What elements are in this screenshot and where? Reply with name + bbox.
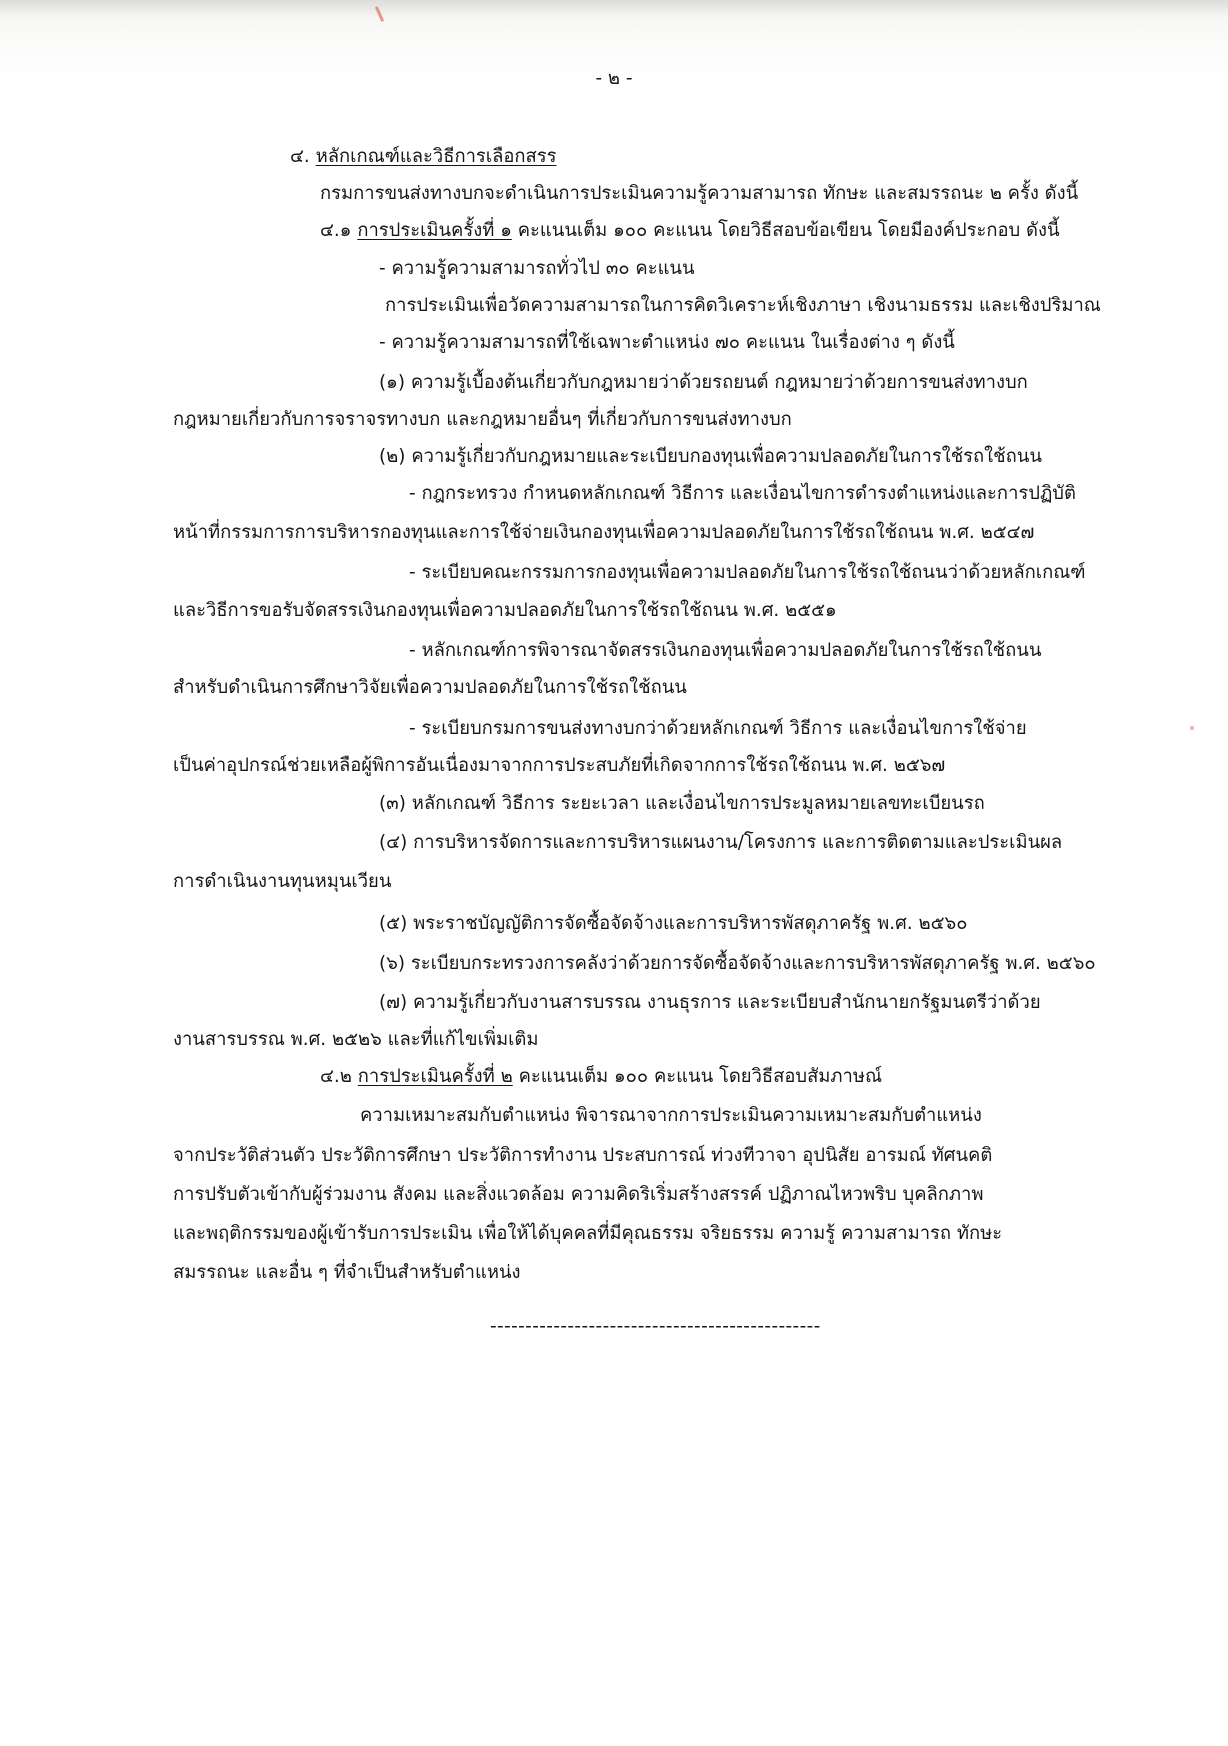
assessment-2-number: ๔.๒ bbox=[320, 1066, 352, 1087]
general-knowledge-desc: การประเมินเพื่อวัดความสามารถในการคิดวิเคราะห์เชิงภาษา เชิงนามธรรม และเชิงปริมาณ bbox=[385, 295, 1101, 316]
assessment-2-title: การประเมินครั้งที่ ๒ bbox=[357, 1066, 513, 1087]
assessment-1-title: การประเมินครั้งที่ ๑ bbox=[357, 220, 512, 241]
item-4-line-1: (๔) การบริหารจัดการและการบริหารแผนงาน/โครงการ และการติดตามและประเมินผล bbox=[379, 832, 1063, 853]
assessment-1-desc: คะแนนเต็ม ๑๐๐ คะแนน โดยวิธีสอบข้อเขียน โดยมีองค์ประกอบ ดังนี้ bbox=[517, 220, 1060, 241]
item-7-line-2: งานสารบรรณ พ.ศ. ๒๕๒๖ และที่แก้ไขเพิ่มเติม bbox=[173, 1029, 539, 1050]
section-intro: กรมการขนส่งทางบกจะดำเนินการประเมินความรู้ความสามารถ ทักษะ และสมรรถนะ ๒ ครั้ง ดังนี้ bbox=[320, 183, 1079, 204]
item-2: (๒) ความรู้เกี่ยวกับกฎหมายและระเบียบกองทุนเพื่อความปลอดภัยในการใช้รถใช้ถนน bbox=[379, 446, 1042, 467]
item-3: (๓) หลักเกณฑ์ วิธีการ ระยะเวลา และเงื่อนไขการประมูลหมายเลขทะเบียนรถ bbox=[379, 793, 985, 814]
general-knowledge-title: - ความรู้ความสามารถทั่วไป ๓๐ คะแนน bbox=[379, 258, 695, 279]
assessment-2-para-line-1: ความเหมาะสมกับตำแหน่ง พิจารณาจากการประเมินความเหมาะสมกับตำแหน่ง bbox=[360, 1105, 982, 1126]
assessment-2-heading bbox=[320, 1064, 882, 1090]
assessment-2-para-line-5: สมรรถนะ และอื่น ๆ ที่จำเป็นสำหรับตำแหน่ง bbox=[173, 1262, 521, 1283]
item-2-sub-4-line-1: - ระเบียบกรมการขนส่งทางบกว่าด้วยหลักเกณฑ์ วิธีการ และเงื่อนไขการใช้จ่าย bbox=[409, 718, 1027, 739]
item-2-sub-1-line-1: - กฎกระทรวง กำหนดหลักเกณฑ์ วิธีการ และเงื่อนไขการดำรงตำแหน่งและการปฏิบัติ bbox=[409, 483, 1076, 504]
item-2-sub-3-line-1: - หลักเกณฑ์การพิจารณาจัดสรรเงินกองทุนเพื่อความปลอดภัยในการใช้รถใช้ถนน bbox=[409, 640, 1042, 661]
end-of-document-line: ----------------------------------------------- bbox=[490, 1316, 821, 1337]
section-number: ๔. bbox=[290, 146, 310, 167]
item-2-sub-1-line-2: หน้าที่กรรมการการบริหารกองทุนและการใช้จ่ายเงินกองทุนเพื่อความปลอดภัยในการใช้รถใช้ถนน พ.ศ. ๒๕๔๗ bbox=[173, 522, 1035, 543]
item-1-line-1: (๑) ความรู้เบื้องต้นเกี่ยวกับกฎหมายว่าด้วยรถยนต์ กฎหมายว่าด้วยการขนส่งทางบก bbox=[379, 372, 1028, 393]
item-4-line-2: การดำเนินงานทุนหมุนเวียน bbox=[173, 871, 392, 892]
specific-knowledge-title: - ความรู้ความสามารถที่ใช้เฉพาะตำแหน่ง ๗๐ คะแนน ในเรื่องต่าง ๆ ดังนี้ bbox=[379, 332, 955, 353]
item-2-sub-3-line-2: สำหรับดำเนินการศึกษาวิจัยเพื่อความปลอดภัยในการใช้รถใช้ถนน bbox=[173, 677, 687, 698]
section-title: หลักเกณฑ์และวิธีการเลือกสรร bbox=[315, 146, 557, 167]
assessment-2-para-line-3: การปรับตัวเข้ากับผู้ร่วมงาน สังคม และสิ่งแวดล้อม ความคิดริเริ่มสร้างสรรค์ ปฏิภาณไหวพริบ บุคลิกภาพ bbox=[173, 1184, 984, 1205]
item-1-line-2: กฎหมายเกี่ยวกับการจราจรทางบก และกฎหมายอื่นๆ ที่เกี่ยวกับการขนส่งทางบก bbox=[173, 409, 792, 430]
assessment-2-para-line-4: และพฤติกรรมของผู้เข้ารับการประเมิน เพื่อให้ได้บุคคลที่มีคุณธรรม จริยธรรม ความรู้ ความสามารถ ทักษะ bbox=[173, 1223, 1003, 1244]
assessment-1-number: ๔.๑ bbox=[320, 220, 352, 241]
item-2-sub-4-line-2: เป็นค่าอุปกรณ์ช่วยเหลือผู้พิการอันเนื่องมาจากการประสบภัยที่เกิดจากการใช้รถใช้ถนน พ.ศ. ๒๕๖๗ bbox=[173, 755, 946, 776]
assessment-1-heading bbox=[320, 218, 1060, 244]
item-2-sub-2-line-1: - ระเบียบคณะกรรมการกองทุนเพื่อความปลอดภัยในการใช้รถใช้ถนนว่าด้วยหลักเกณฑ์ bbox=[409, 562, 1086, 583]
assessment-2-para-line-2: จากประวัติส่วนตัว ประวัติการศึกษา ประวัติการทำงาน ประสบการณ์ ท่วงทีวาจา อุปนิสัย อารมณ์ ทัศนคติ bbox=[173, 1145, 993, 1166]
scan-speck bbox=[1190, 726, 1194, 730]
assessment-2-desc: คะแนนเต็ม ๑๐๐ คะแนน โดยวิธีสอบสัมภาษณ์ bbox=[518, 1066, 883, 1087]
item-7-line-1: (๗) ความรู้เกี่ยวกับงานสารบรรณ งานธุรการ และระเบียบสำนักนายกรัฐมนตรีว่าด้วย bbox=[379, 992, 1041, 1013]
page-number: - ๒ - bbox=[595, 68, 633, 89]
item-6: (๖) ระเบียบกระทรวงการคลังว่าด้วยการจัดซื้อจัดจ้างและการบริหารพัสดุภาครัฐ พ.ศ. ๒๕๖๐ bbox=[379, 953, 1096, 974]
section-heading bbox=[290, 144, 557, 170]
item-5: (๕) พระราชบัญญัติการจัดซื้อจัดจ้างและการบริหารพัสดุภาครัฐ พ.ศ. ๒๕๖๐ bbox=[379, 913, 968, 934]
scan-shadow bbox=[0, 0, 1228, 18]
item-2-sub-2-line-2: และวิธีการขอรับจัดสรรเงินกองทุนเพื่อความปลอดภัยในการใช้รถใช้ถนน พ.ศ. ๒๕๕๑ bbox=[173, 600, 837, 621]
